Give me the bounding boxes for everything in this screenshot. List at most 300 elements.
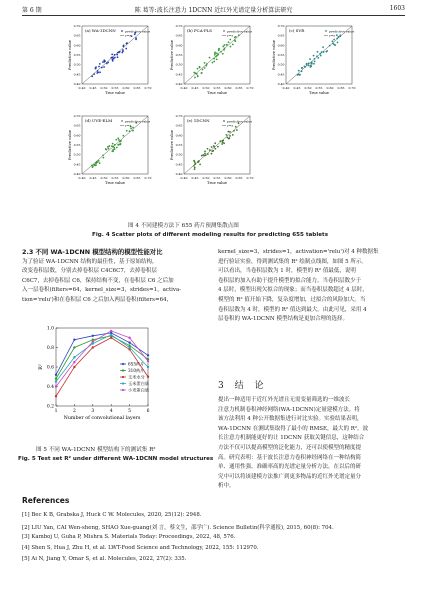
x-tick-label: 0.70 (144, 86, 152, 90)
scatter-panel (68, 114, 151, 185)
scatter-point (229, 135, 231, 137)
scatter-point (201, 72, 203, 74)
conclusion-line: 注意力机制卷积神经网络(WA-1DCNN)定量建模方法。将 (218, 406, 360, 413)
scatter-point (118, 139, 120, 141)
figure-4-caption-cn: 图 4 不同建模方法下 655 药片预测集散点图 (128, 223, 239, 229)
scatter-point (216, 55, 218, 57)
scatter-point (103, 61, 105, 63)
y-tick-label: 0.50 (73, 62, 81, 67)
section-2-3-line: C6C7，去掉卷积层 C6，保持结构不变，在卷积层 C6 之后加 (22, 277, 174, 284)
scatter-point (122, 49, 124, 51)
scatter-point (211, 146, 213, 148)
x-tick-label: 0.45 (89, 176, 97, 180)
x-tick-label: 4 (109, 409, 113, 414)
scatter-point (320, 55, 322, 57)
x-tick-label: 0.50 (304, 86, 312, 90)
scatter-point (112, 150, 114, 152)
scatter-point (229, 39, 231, 41)
scatter-point (326, 50, 328, 52)
scatter-point (130, 128, 132, 130)
legend-predictive: predictive value (329, 29, 355, 34)
scatter-point (103, 66, 105, 68)
y-tick-label: 0.45 (73, 162, 81, 167)
x-tick-label: 0.65 (133, 86, 141, 90)
legend-label: 玉米水分 (128, 374, 145, 380)
conclusion-line: 提出一种适用于近红外光谱且无需变量筛选的一维波长 (218, 397, 351, 403)
figure-5-line-chart (14, 324, 210, 442)
scatter-point (111, 53, 113, 55)
x-tick-label: 0.70 (144, 176, 152, 180)
scatter-point (207, 153, 209, 155)
scatter-point (204, 67, 206, 69)
scatter-point (194, 168, 196, 170)
legend-yx: y=x (227, 123, 234, 128)
scatter-point (204, 62, 206, 64)
x-tick-label: 0.40 (78, 176, 86, 180)
scatter-point (301, 70, 303, 72)
y-tick-label: 0.55 (73, 53, 81, 57)
scatter-point (194, 72, 196, 74)
reference-item: [4] Shen S, Hua J, Zhu H, et al. LWT-Food Science and Technology, 2022, 155: 112970. (22, 545, 259, 551)
x-axis-label: True value (105, 91, 125, 95)
scatter-point (234, 37, 236, 39)
scatter-point (207, 148, 209, 150)
scatter-point (297, 74, 299, 76)
scatter-point (306, 64, 308, 66)
scatter-point (114, 148, 116, 150)
scatter-point (236, 129, 238, 131)
x-axis-label: True value (309, 91, 329, 95)
scatter-point (205, 65, 207, 67)
series-point (73, 366, 75, 368)
scatter-panel (68, 24, 151, 95)
y-tick-label: 0.60 (277, 43, 285, 48)
scatter-point (91, 75, 93, 77)
scatter-point (194, 77, 196, 79)
y-tick-label: 0.55 (277, 53, 285, 57)
legend-yx: y=x (227, 33, 234, 38)
y-tick-label: 0.60 (73, 43, 81, 48)
scatter-point (120, 140, 122, 142)
y-axis-label: Predictive value (170, 129, 174, 161)
legend-marker (122, 382, 124, 384)
scatter-point (235, 126, 237, 128)
scatter-point (322, 46, 324, 48)
scatter-point (122, 135, 124, 137)
series-point (73, 356, 75, 358)
plot-frame (56, 328, 148, 406)
x-tick-label: 3 (91, 409, 95, 414)
scatter-point (234, 39, 236, 41)
y-tick-label: 0.40 (175, 172, 183, 176)
series-point (110, 334, 112, 336)
scatter-point (317, 51, 319, 53)
scatter-point (214, 142, 216, 144)
panel-label: (d) UVE-ELM (85, 118, 113, 123)
scatter-point (202, 69, 204, 71)
reference-item: [2] LIU Yan, CAI Wen-sheng, SHAO Xue-guang(刘 言，蔡文生，邵学广). Science Bulletin(科学通报), 2015, 60(8): 704. (22, 525, 334, 531)
scatter-point (217, 146, 219, 148)
scatter-point (115, 139, 117, 141)
panel-label: (e) 1DCNN (187, 118, 210, 123)
scatter-point (193, 165, 195, 167)
scatter-point (308, 65, 310, 67)
legend-marker (122, 376, 124, 378)
series-point (55, 385, 57, 387)
scatter-point (226, 44, 228, 46)
reference-item: [5] Ai N, Jiang Y, Omar S, et al. Molecules, 2022, 27(2): 335. (22, 556, 187, 562)
panel-label: (c) SVR (289, 28, 305, 33)
y-tick-label: 0.8 (46, 346, 54, 351)
scatter-point (204, 153, 206, 155)
scatter-point (218, 48, 220, 50)
y-tick-label: 0.70 (277, 24, 285, 28)
legend-label: 玉米蛋白质 (128, 381, 149, 387)
scatter-point (117, 56, 119, 58)
scatter-point (112, 60, 114, 62)
scatter-point (119, 144, 121, 146)
x-tick-label: 0.50 (202, 86, 210, 90)
scatter-point (334, 44, 336, 46)
x-tick-label: 0.60 (122, 86, 130, 90)
section-2-3 (22, 248, 212, 306)
section-3-body (218, 396, 408, 492)
x-tick-label: 0.65 (133, 176, 141, 180)
references-heading: References (22, 496, 70, 505)
x-tick-label: 0.65 (235, 86, 243, 90)
scatter-point (222, 140, 224, 142)
y-tick-label: 0.65 (175, 33, 183, 38)
scatter-point (316, 55, 318, 57)
y-axis-label: Predictive value (170, 39, 174, 71)
scatter-point (196, 73, 198, 75)
scatter-point (197, 68, 199, 70)
y-tick-label: 0.2 (46, 404, 54, 410)
scatter-point (216, 52, 218, 54)
scatter-point (205, 154, 207, 156)
series-point (128, 341, 130, 343)
scatter-point (135, 37, 137, 39)
scatter-point (125, 48, 127, 50)
section-2-3-line: 入一层卷积(filters=64，kernel_size=3，strides=1，activa- (22, 287, 182, 294)
scatter-point (226, 137, 228, 139)
scatter-point (223, 142, 225, 144)
scatter-point (206, 63, 208, 65)
scatter-point (107, 146, 109, 148)
scatter-point (99, 63, 101, 65)
scatter-point (126, 43, 128, 45)
x-tick-label: 0.70 (246, 176, 254, 180)
conclusion-line: WA-1DCNN 在测试集取得了最小的 RMSE，最大的 R²。波 (218, 425, 369, 432)
scatter-point (230, 46, 232, 48)
x-tick-label: 0.50 (100, 176, 108, 180)
scatter-point (114, 144, 116, 146)
y-axis-label: Predictive value (68, 39, 72, 71)
legend-marker (121, 30, 123, 32)
scatter-point (209, 57, 211, 59)
scatter-point (309, 58, 311, 60)
scatter-point (313, 55, 315, 57)
x-tick-label: 5 (128, 409, 132, 414)
scatter-point (116, 147, 118, 149)
scatter-point (197, 75, 199, 77)
x-tick-label: 0.40 (180, 176, 188, 180)
series-point (147, 354, 149, 356)
x-tick-label: 0.45 (89, 86, 97, 90)
scatter-point (228, 41, 230, 43)
x-tick-label: 0.55 (213, 176, 221, 180)
y-tick-label: 0.40 (175, 82, 183, 86)
x-tick-label: 0.65 (235, 176, 243, 180)
conclusion-line: 长注意力机制能更好的让 1DCNN 获取关键信息，这种结合 (218, 435, 365, 442)
x-tick-label: 0.60 (326, 86, 334, 90)
y-tick-label: 0.65 (175, 123, 183, 128)
scatter-point (321, 51, 323, 53)
x-tick-label: 0.40 (180, 86, 188, 90)
series-point (73, 339, 75, 341)
scatter-point (108, 148, 110, 150)
scatter-point (101, 67, 103, 69)
series-point (147, 360, 149, 362)
legend-predictive: predictive value (125, 29, 151, 34)
scatter-point (213, 60, 215, 62)
scatter-point (313, 63, 315, 65)
legend-marker (223, 120, 225, 122)
scatter-point (106, 63, 108, 65)
series-point (92, 340, 94, 342)
scatter-point (114, 54, 116, 56)
x-tick-label: 0.70 (348, 86, 356, 90)
y-tick-label: 0.45 (73, 72, 81, 77)
legend-label: 310药片 (128, 368, 145, 374)
x-tick-label: 0.45 (191, 176, 199, 180)
scatter-point (233, 130, 235, 132)
x-axis-label: True value (105, 181, 125, 185)
series-point (147, 376, 149, 378)
section-2-3-line: 改变卷积层数，分别去掉卷积层 C4C6C7，去掉卷积层 (22, 268, 157, 275)
scatter-point (197, 161, 199, 163)
scatter-point (333, 39, 335, 41)
series-point (128, 337, 130, 339)
scatter-point (319, 53, 321, 55)
series-point (55, 380, 57, 382)
scatter-point (212, 62, 214, 64)
section-2-3-line: tion='relu')和在卷积层 C6 之后加入两层卷积(filters=64， (22, 296, 173, 303)
scatter-point (213, 58, 215, 60)
scatter-point (209, 149, 211, 151)
conclusion-line: 析中。 (218, 483, 235, 490)
scatter-point (214, 148, 216, 150)
legend-marker (122, 389, 124, 391)
y-tick-label: 0.40 (73, 82, 81, 86)
series-point (128, 346, 130, 348)
scatter-point (222, 53, 224, 55)
scatter-point (336, 34, 338, 36)
series-point (73, 361, 75, 363)
paragraph-line: 4 层时，模型出现欠拟合的现象；而当卷积层数超过 4 层时， (218, 287, 368, 294)
scatter-point (99, 162, 101, 164)
scatter-point (323, 51, 325, 53)
y-tick-label: 0.55 (175, 53, 183, 57)
header-rule (22, 15, 405, 16)
scatter-point (314, 58, 316, 60)
x-tick-label: 1 (54, 409, 58, 414)
legend-marker (223, 30, 225, 32)
y-tick-label: 0.70 (175, 24, 183, 28)
scatter-point (221, 143, 223, 145)
legend-yx: y=x (125, 33, 132, 38)
scatter-point (117, 137, 119, 139)
scatter-point (216, 58, 218, 60)
scatter-point (99, 71, 101, 73)
legend-marker (122, 369, 124, 371)
running-header (22, 5, 405, 15)
scatter-point (229, 131, 231, 133)
y-tick-label: 0.50 (175, 152, 183, 157)
scatter-point (227, 131, 229, 133)
scatter-point (339, 34, 341, 36)
y-tick-label: 0.60 (175, 133, 183, 138)
figure-4-caption-en: Fig. 4 Scatter plots of different modeling results for predicting 655 tablets (92, 232, 329, 238)
x-tick-label: 0.40 (282, 86, 290, 90)
scatter-point (211, 153, 213, 155)
scatter-point (222, 46, 224, 48)
scatter-point (134, 33, 136, 35)
scatter-point (211, 150, 213, 152)
paragraph-line: 卷积层数为 4 时，模型的 R² 值达到最大。由此可见，采用 4 (218, 306, 367, 313)
figure-5-caption-cn: 图 5 不同 WA-1DCNN 模型结构下的测试集 R² (36, 447, 156, 453)
scatter-point (336, 37, 338, 39)
y-tick-label: 1.0 (46, 326, 54, 332)
reference-item: [1] Bec K B, Grabska J, Huck C W. Molecules, 2020, 25(12): 2948. (22, 512, 202, 518)
scatter-point (310, 65, 312, 67)
scatter-point (310, 62, 312, 64)
scatter-point (226, 134, 228, 136)
y-tick-label: 0.45 (175, 72, 183, 77)
paragraph-line: 可以看出，当卷积层数为 1 时，模型的 R² 值最低，说明 (218, 268, 356, 275)
series-point (55, 395, 57, 397)
panel-label: (b) PCA-PLS (187, 28, 213, 33)
conclusion-line: 单、通用性强、准确率高的光谱定量分析方法。在以后的研 (218, 464, 362, 471)
y-tick-label: 0.55 (73, 143, 81, 147)
y-axis-label: Predictive value (68, 129, 72, 161)
x-tick-label: 0.55 (111, 86, 119, 90)
legend-yx: y=x (125, 123, 132, 128)
series-point (147, 366, 149, 368)
x-tick-label: 0.55 (315, 86, 323, 90)
conclusion-line: 究中可以将该建模方法推广到更多物品的近红外光谱定量分 (218, 473, 362, 480)
scatter-point (98, 66, 100, 68)
legend-predictive: predictive value (125, 119, 151, 124)
scatter-point (329, 45, 331, 47)
paragraph-line: 进行验证实验，得到测试集的 R² 绘制点线图，如图 5 所示。 (218, 258, 367, 265)
scatter-point (299, 74, 301, 76)
reference-item: [3] Kamboj U, Guha P, Mishra S. Materials Today: Proceedings, 2022, 48, 576. (22, 534, 236, 540)
y-axis-label: Predictive value (272, 39, 276, 71)
scatter-point (317, 57, 319, 59)
scatter-point (92, 166, 94, 168)
legend-yx: y=x (329, 33, 336, 38)
legend-predictive: predictive value (227, 29, 253, 34)
y-tick-label: 0.40 (277, 82, 285, 86)
panel-label: (a) WA-1DCNN (85, 28, 116, 33)
scatter-point (337, 42, 339, 44)
scatter-point (232, 43, 234, 45)
scatter-point (214, 51, 216, 53)
scatter-point (332, 40, 334, 42)
paragraph-line: kernel_size=3，strides=1，activation='relu')对 4 种数据集 (218, 249, 379, 255)
scatter-point (102, 154, 104, 156)
scatter-point (102, 157, 104, 159)
scatter-point (232, 134, 234, 136)
scatter-point (96, 161, 98, 163)
legend-marker (121, 120, 123, 122)
scatter-point (301, 67, 303, 69)
legend-marker (122, 363, 124, 365)
legend-marker (325, 30, 327, 32)
right-column-text (218, 248, 408, 325)
scatter-point (199, 163, 201, 165)
y-tick-label: 0.70 (73, 24, 81, 28)
scatter-point (112, 146, 114, 148)
figure-5-caption-en: Fig. 5 Test set R² under different WA-1DCNN model structures (18, 456, 214, 462)
y-tick-label: 0.70 (175, 114, 183, 118)
y-tick-label: 0.65 (73, 123, 81, 128)
x-tick-label: 0.45 (191, 86, 199, 90)
scatter-point (224, 44, 226, 46)
scatter-panel (170, 114, 253, 185)
scatter-point (95, 164, 97, 166)
x-tick-label: 6 (146, 409, 150, 414)
y-tick-label: 0.6 (46, 365, 54, 371)
scatter-point (204, 150, 206, 152)
y-tick-label: 0.50 (175, 62, 183, 67)
legend-label: 小麦蛋白质 (128, 387, 149, 393)
x-tick-label: 0.50 (202, 176, 210, 180)
scatter-point (194, 167, 196, 169)
page-number: 1603 (389, 5, 405, 12)
y-tick-label: 0.45 (175, 162, 183, 167)
scatter-point (97, 71, 99, 73)
scatter-point (193, 160, 195, 162)
conclusion-line: 高。研究表明：基于波长注意力卷积神经网络在一种结构简 (218, 454, 362, 461)
conclusion-line: 该方法利用 4 种公开数据集进行对比实验。实验结果表明， (218, 416, 363, 423)
scatter-point (132, 127, 134, 129)
legend-predictive: predictive value (227, 119, 253, 124)
issue-label: 第 6 期 (22, 7, 42, 14)
paragraph-line: 卷积层的加入有助于提升模型的拟合能力。当卷积层数少于 (218, 277, 362, 284)
x-axis-label: True value (207, 181, 227, 185)
scatter-point (118, 51, 120, 53)
y-tick-label: 0.4 (46, 385, 54, 390)
y-tick-label: 0.40 (73, 172, 81, 176)
section-2-3-heading: 2.3 不同 WA-1DCNN 模型结构的模型性能对比 (22, 248, 163, 256)
scatter-point (223, 49, 225, 51)
scatter-panel (170, 24, 253, 95)
scatter-point (129, 130, 131, 132)
x-tick-label: 0.60 (224, 86, 232, 90)
scatter-point (112, 143, 114, 145)
scatter-point (123, 44, 125, 46)
series-point (92, 335, 94, 337)
x-tick-label: 0.60 (224, 176, 232, 180)
scatter-point (112, 57, 114, 59)
x-tick-label: 0.60 (122, 176, 130, 180)
y-tick-label: 0.70 (73, 114, 81, 118)
x-tick-label: 0.45 (293, 86, 301, 90)
running-title: 陈 葛等:波长注意力 1DCNN 近红外光谱定量分析算法研究 (134, 7, 293, 14)
scatter-point (219, 140, 221, 142)
